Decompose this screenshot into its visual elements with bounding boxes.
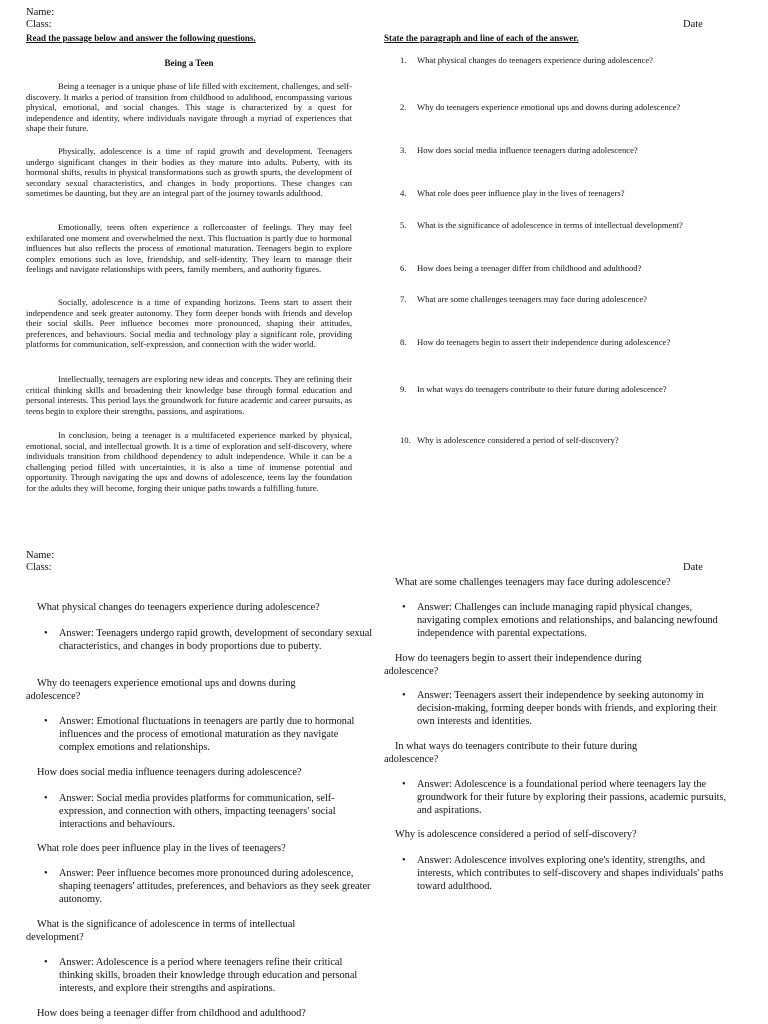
passage-paragraph: Being a teenager is a unique phase of life filled with excitement, challenges, and self-discovery. It marks a period of transition from childhood to adulthood, encompassing various physical, emotional, and social changes. This stage is characterized by a quest for independence and identity, where individuals navigate through a myriad of experiences that shape their future. bbox=[26, 81, 352, 133]
answer-text: Answer: Social media provides platforms for communication, self-expression, and connection with others, impacting teenagers' social interactions and behaviours. bbox=[59, 793, 336, 830]
answer-item bbox=[402, 854, 733, 893]
bullet-icon: • bbox=[402, 690, 406, 701]
answer-text: Answer: Teenagers undergo rapid growth, development of secondary sexual characteristics, and changes in body proportions due to puberty. bbox=[59, 628, 373, 652]
question-number: 4. bbox=[400, 188, 407, 198]
question-text: What physical changes do teenagers experience during adolescence? bbox=[417, 55, 653, 65]
question-item bbox=[400, 55, 653, 66]
answer-question: In what ways do teenagers contribute to their future during adolescence? bbox=[384, 741, 638, 765]
question-number: 2. bbox=[400, 102, 407, 112]
answer-text: Answer: Emotional fluctuations in teenagers are partly due to hormonal influences and the process of emotional maturation as they navigate complex emotions and relationships. bbox=[59, 716, 355, 753]
date-label: Date bbox=[683, 19, 703, 30]
question-text: How does social media influence teenagers during adolescence? bbox=[417, 145, 638, 155]
answer-item bbox=[44, 715, 375, 754]
name-label: Name: bbox=[26, 7, 54, 18]
answer-question: How does social media influence teenagers during adolescence? bbox=[37, 767, 302, 778]
bullet-icon: • bbox=[44, 868, 48, 879]
question-number: 7. bbox=[400, 294, 407, 304]
answer-question: What are some challenges teenagers may face during adolescence? bbox=[395, 577, 671, 588]
answer-text: Answer: Adolescence is a period where teenagers refine their critical thinking skills, broaden their knowledge through education and personal interests, and explore their strengths and aspirations. bbox=[59, 957, 358, 994]
answer-item bbox=[44, 956, 375, 995]
question-text: What is the significance of adolescence in terms of intellectual development? bbox=[417, 220, 683, 230]
question-text: Why do teenagers experience emotional ups and downs during adolescence? bbox=[417, 102, 681, 112]
answer-text: Answer: Adolescence is a foundational period where teenagers lay the groundwork for their future by exploring their passions, academic pursuits, and aspirations. bbox=[417, 779, 727, 816]
question-text: In what ways do teenagers contribute to their future during adolescence? bbox=[417, 384, 667, 394]
question-text: What role does peer influence play in the lives of teenagers? bbox=[417, 188, 625, 198]
passage-instruction: Read the passage below and answer the following questions. bbox=[26, 33, 256, 43]
question-text: What are some challenges teenagers may face during adolescence? bbox=[417, 294, 648, 304]
bullet-icon: • bbox=[44, 716, 48, 727]
answer-question: What role does peer influence play in the lives of teenagers? bbox=[37, 843, 286, 854]
answer-question: What physical changes do teenagers experience during adolescence? bbox=[37, 602, 320, 613]
question-text: Why is adolescence considered a period of self-discovery? bbox=[417, 435, 619, 445]
question-item bbox=[400, 337, 670, 348]
question-number: 5. bbox=[400, 220, 407, 230]
answer-text: Answer: Peer influence becomes more pronounced during adolescence, shaping teenagers' attitudes, preferences, and behaviors as they seek greater autonomy. bbox=[59, 868, 371, 905]
passage-paragraph: Physically, adolescence is a time of rapid growth and development. Teenagers undergo significant changes in their bodies as they mature into adults. Puberty, with its hormonal shifts, results in physical transformations such as growth spurts, the development of secondary sexual characteristics, and changes in body proportions. These changes can sometimes be daunting, but they are an integral part of the journey towards adulthood. bbox=[26, 146, 352, 198]
bullet-icon: • bbox=[44, 628, 48, 639]
question-item bbox=[400, 220, 683, 231]
question-item bbox=[400, 294, 647, 305]
answer-question: Why is adolescence considered a period of self-discovery? bbox=[395, 829, 637, 840]
answer-item bbox=[402, 778, 733, 817]
name-label: Name: bbox=[26, 550, 54, 561]
answer-text: Answer: Adolescence involves exploring one's identity, strengths, and interests, which contributes to self-discovery and shapes individuals' paths toward adulthood. bbox=[417, 855, 724, 892]
bullet-icon: • bbox=[402, 855, 406, 866]
question-item bbox=[400, 435, 619, 446]
answer-question: Why do teenagers experience emotional ups and downs during adolescence? bbox=[26, 678, 296, 702]
question-item bbox=[400, 102, 680, 113]
date-label: Date bbox=[683, 562, 703, 573]
answer-question: How do teenagers begin to assert their independence during adolescence? bbox=[384, 653, 642, 677]
question-number: 10. bbox=[400, 435, 411, 445]
question-number: 6. bbox=[400, 263, 407, 273]
question-item bbox=[400, 145, 638, 156]
answer-item bbox=[44, 627, 375, 653]
answer-question: What is the significance of adolescence in terms of intellectual development? bbox=[26, 919, 296, 943]
question-number: 1. bbox=[400, 55, 407, 65]
passage-paragraph: Emotionally, teens often experience a rollercoaster of feelings. They may feel exhilarated one moment and overwhelmed the next. This fluctuation is partly due to hormonal influences but also reflects the process of emotional maturation. Teenagers begin to explore complex emotions such as love, friendship, and self-identity. They learn to manage their feelings and navigate relationships with peers, family members, and authority figures. bbox=[26, 222, 352, 274]
answer-text: Answer: Teenagers assert their independence by seeking autonomy in decision-making, forming deeper bonds with friends, and exploring their own interests and identities. bbox=[417, 690, 717, 727]
question-instruction: State the paragraph and line of each of the answer. bbox=[384, 33, 579, 43]
bullet-icon: • bbox=[402, 779, 406, 790]
answer-item bbox=[402, 601, 733, 640]
bullet-icon: • bbox=[402, 602, 406, 613]
passage-paragraph: In conclusion, being a teenager is a multifaceted experience marked by physical, emotional, social, and intellectual growth. It is a time of exploration and self-discovery, where individuals transition from childhood dependency to adult independence. While it can be a challenging period filled with uncertainties, it is also a time of immense potential and opportunity. Through navigating the ups and downs of adolescence, teens lay the foundation for the adults they will become, forging their unique paths towards a fulfilling future. bbox=[26, 430, 352, 493]
question-text: How do teenagers begin to assert their independence during adolescence? bbox=[417, 337, 671, 347]
question-number: 8. bbox=[400, 337, 407, 347]
question-text: How does being a teenager differ from childhood and adulthood? bbox=[417, 263, 642, 273]
question-item bbox=[400, 263, 641, 274]
passage-paragraph: Socially, adolescence is a time of expanding horizons. Teens start to assert their independence and seek greater autonomy. They form deeper bonds with friends and develop their social skills. Peer influence becomes more pronounced, shaping their attitudes, preferences, and behaviours. Social media and technology play a significant role, providing platforms for communication, self-expression, and connection with the wider world. bbox=[26, 297, 352, 349]
question-item bbox=[400, 188, 625, 199]
passage-title: Being a Teen bbox=[164, 58, 214, 68]
answer-item bbox=[402, 689, 733, 728]
question-number: 3. bbox=[400, 145, 407, 155]
question-number: 9. bbox=[400, 384, 407, 394]
answer-question: How does being a teenager differ from childhood and adulthood? bbox=[37, 1008, 306, 1019]
bullet-icon: • bbox=[44, 793, 48, 804]
class-label: Class: bbox=[26, 19, 52, 30]
answer-item bbox=[44, 792, 375, 831]
question-item bbox=[400, 384, 667, 395]
passage-paragraph: Intellectually, teenagers are exploring new ideas and concepts. They are refining their critical thinking skills and broadening their knowledge base through formal education and personal interests. This period lays the groundwork for future academic and career pursuits, as teens begin to explore their strengths, passions, and aspirations. bbox=[26, 374, 352, 416]
class-label: Class: bbox=[26, 562, 52, 573]
bullet-icon: • bbox=[44, 957, 48, 968]
answer-item bbox=[44, 867, 375, 906]
answer-text: Answer: Challenges can include managing rapid physical changes, navigating complex emotions and relationships, and balancing newfound independence with parental expectations. bbox=[417, 602, 718, 639]
